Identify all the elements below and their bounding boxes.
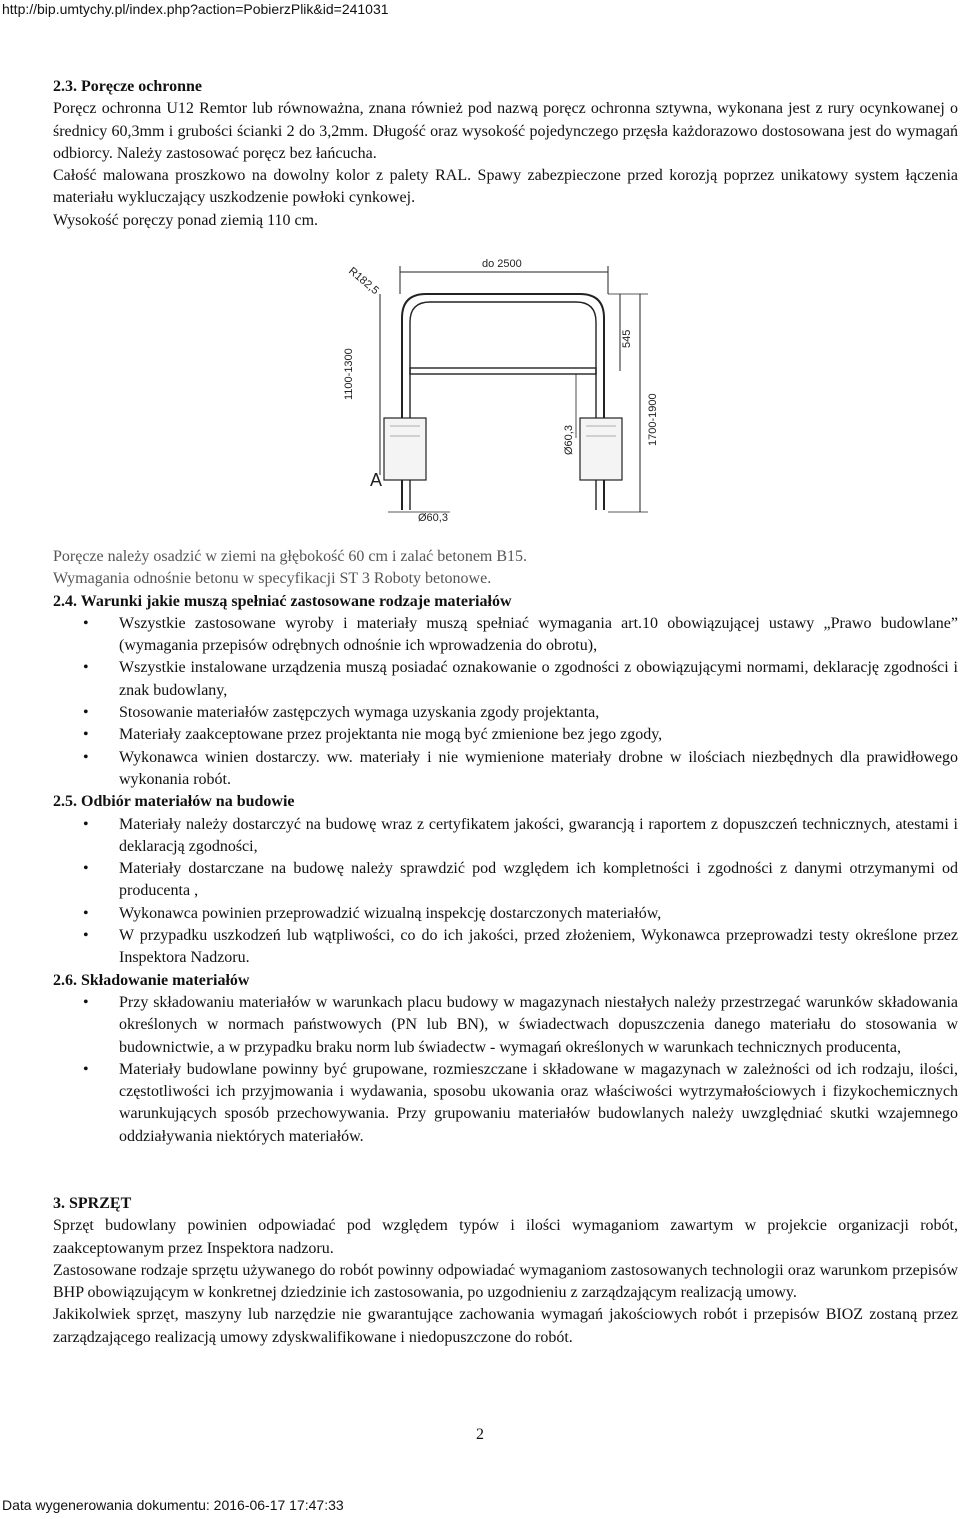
list-item: • Materiały zaakceptowane przez projektanta nie mogą być zmienione bez jego zgody, <box>53 724 958 746</box>
paragraph: Wysokość poręczy ponad ziemią 110 cm. <box>53 211 319 229</box>
dim-top-width: do 2500 <box>482 258 522 270</box>
section-heading: 2.5. Odbiór materiałów na budowie <box>53 793 295 811</box>
section-heading: 3. SPRZĘT <box>53 1195 132 1212</box>
main-content <box>53 546 958 1148</box>
list-item: • Przy składowaniu materiałów w warunkach placu budowy w magazynach niestałych należy przestrzegać warunków składowania określonych w normach państwowych (PN lub BN), w świadectwach dopuszczenia danego materiału do stosowania w budownictwie, a w przypadku braku norm lub świadectw - wymagań określonych w warunkach technicznych producenta, <box>53 992 958 1059</box>
bullet-list <box>53 613 958 791</box>
dim-radius: R182,5 <box>346 265 381 298</box>
list-item: • W przypadku uszkodzeń lub wątpliwości, co do ich jakości, przed złożeniem, Wykonawca przeprowadzi testy określone przez Inspektora Nadzoru. <box>53 925 958 970</box>
section-heading: 2.4. Warunki jakie muszą spełniać zastosowane rodzaje materiałów <box>53 592 512 610</box>
paragraph: Poręcz ochronna U12 Remtor lub równoważna, znana również pod nazwą poręcz ochronna sztywna, wykonana jest z rury ocynkowanej o średnicy 60,3mm i grubości ścianki 2 do 3,2mm. Długość oraz wysokość pojedynczego przęsła każdorazowo dostosowana jest do wymagań odbiorcy. Należy zastosować poręcz bez łańcucha. <box>53 100 958 162</box>
section-heading: 2.6. Składowanie materiałów <box>53 971 250 989</box>
footer-generated: Data wygenerowania dokumentu: 2016-06-17 17:47:33 <box>2 1497 344 1513</box>
dim-pipe-diameter: Ø60,3 <box>563 425 575 455</box>
paragraph: Wymagania odnośnie betonu w specyfikacji ST 3 Roboty betonowe. <box>53 570 492 588</box>
dim-crossbar: 545 <box>621 329 633 348</box>
list-item: • Wszystkie instalowane urządzenia muszą posiadać oznakowanie o zgodności z obowiązującymi normami, deklarację zgodności i znak budowlany, <box>53 657 958 702</box>
paragraph: Poręcze należy osadzić w ziemi na głębokość 60 cm i zalać betonem B15. <box>53 548 528 565</box>
list-item: • Materiały dostarczane na budowę należy sprawdzić pod względem ich kompletności i zgodności z danymi otrzymanymi od producenta , <box>53 858 958 903</box>
paragraph: Całość malowana proszkowo na dowolny kolor z palety RAL. Spawy zabezpieczone przed korozją poprzez unikatowy system łączenia materiału wykluczający uszkodzenie powłoki cynkowej. <box>53 167 958 207</box>
section-heading: 2.3. Poręcze ochronne <box>53 78 202 95</box>
header-url: http://bip.umtychy.pl/index.php?action=PobierzPlik&id=241031 <box>2 1 389 17</box>
paragraph: Jakikolwiek sprzęt, maszyny lub narzędzie nie gwarantujące zachowania wymagań jakościowych robót i przepisów BIOZ zostaną przez zarządzającego realizacją umowy zdyskwalifikowane i niedopuszczone do robót. <box>53 1306 958 1346</box>
dim-height-inner: 1100-1300 <box>343 348 355 400</box>
dim-total-height: 1700-1900 <box>647 393 659 446</box>
list-item: • Wykonawca powinien przeprowadzić wizualną inspekcję dostarczonych materiałów, <box>53 903 958 925</box>
label-a: A <box>370 470 383 490</box>
section-2-3 <box>53 76 958 232</box>
list-item: • Wszystkie zastosowane wyroby i materiały muszą spełniać wymagania art.10 obowiązującej ustawy „Prawo budowlane” (wymagania przepisów odrębnych odnośnie ich wprowadzenia do obrotu), <box>53 613 958 658</box>
paragraph: Zastosowane rodzaje sprzętu używanego do robót powinny odpowiadać wymaganiom zastosowanych technologii oraz warunkom przepisów BHP obowiązującym w konkretnej dziedzinie ich zastosowania, po uzgodnieniu z zarządzającym realizacją umowy. <box>53 1261 958 1302</box>
dim-bottom-diameter: Ø60,3 <box>418 512 448 524</box>
list-item: • Stosowanie materiałów zastępczych wymaga uzyskania zgody projektanta, <box>53 702 958 724</box>
railing-technical-drawing <box>340 250 670 525</box>
page-number: 2 <box>476 1426 484 1443</box>
list-item: • Wykonawca winien dostarczy. ww. materiały i nie wymienione materiały drobne w ilościach niezbędnych dla prawidłowego wykonania robót. <box>53 747 958 792</box>
list-item: • Materiały budowlane powinny być grupowane, rozmieszczane i składowane w magazynach w zależności od ich rodzaju, ilości, częstotliwości ich przyjmowania i wydawania, sposobu ukowania oraz właściwości wytrzymałościowych i fizykochemicznych warunkujących sposób przechowywania. Przy grupowaniu materiałów budowlanych należy uwzględniać skutki wzajemnego oddziaływania niektórych materiałów. <box>53 1059 958 1148</box>
paragraph: Sprzęt budowlany powinien odpowiadać pod względem typów i ilości wymaganiom zawartym w projekcie organizacji robót, zaakceptowanym przez Inspektora nadzoru. <box>53 1217 958 1257</box>
section-3 <box>53 1193 958 1349</box>
bullet-list <box>53 814 958 970</box>
list-item: • Materiały należy dostarczyć na budowę wraz z certyfikatem jakości, gwarancją i raportem z dopuszczeń technicznych, atestami i deklaracją zgodności, <box>53 814 958 859</box>
bullet-list <box>53 992 958 1148</box>
